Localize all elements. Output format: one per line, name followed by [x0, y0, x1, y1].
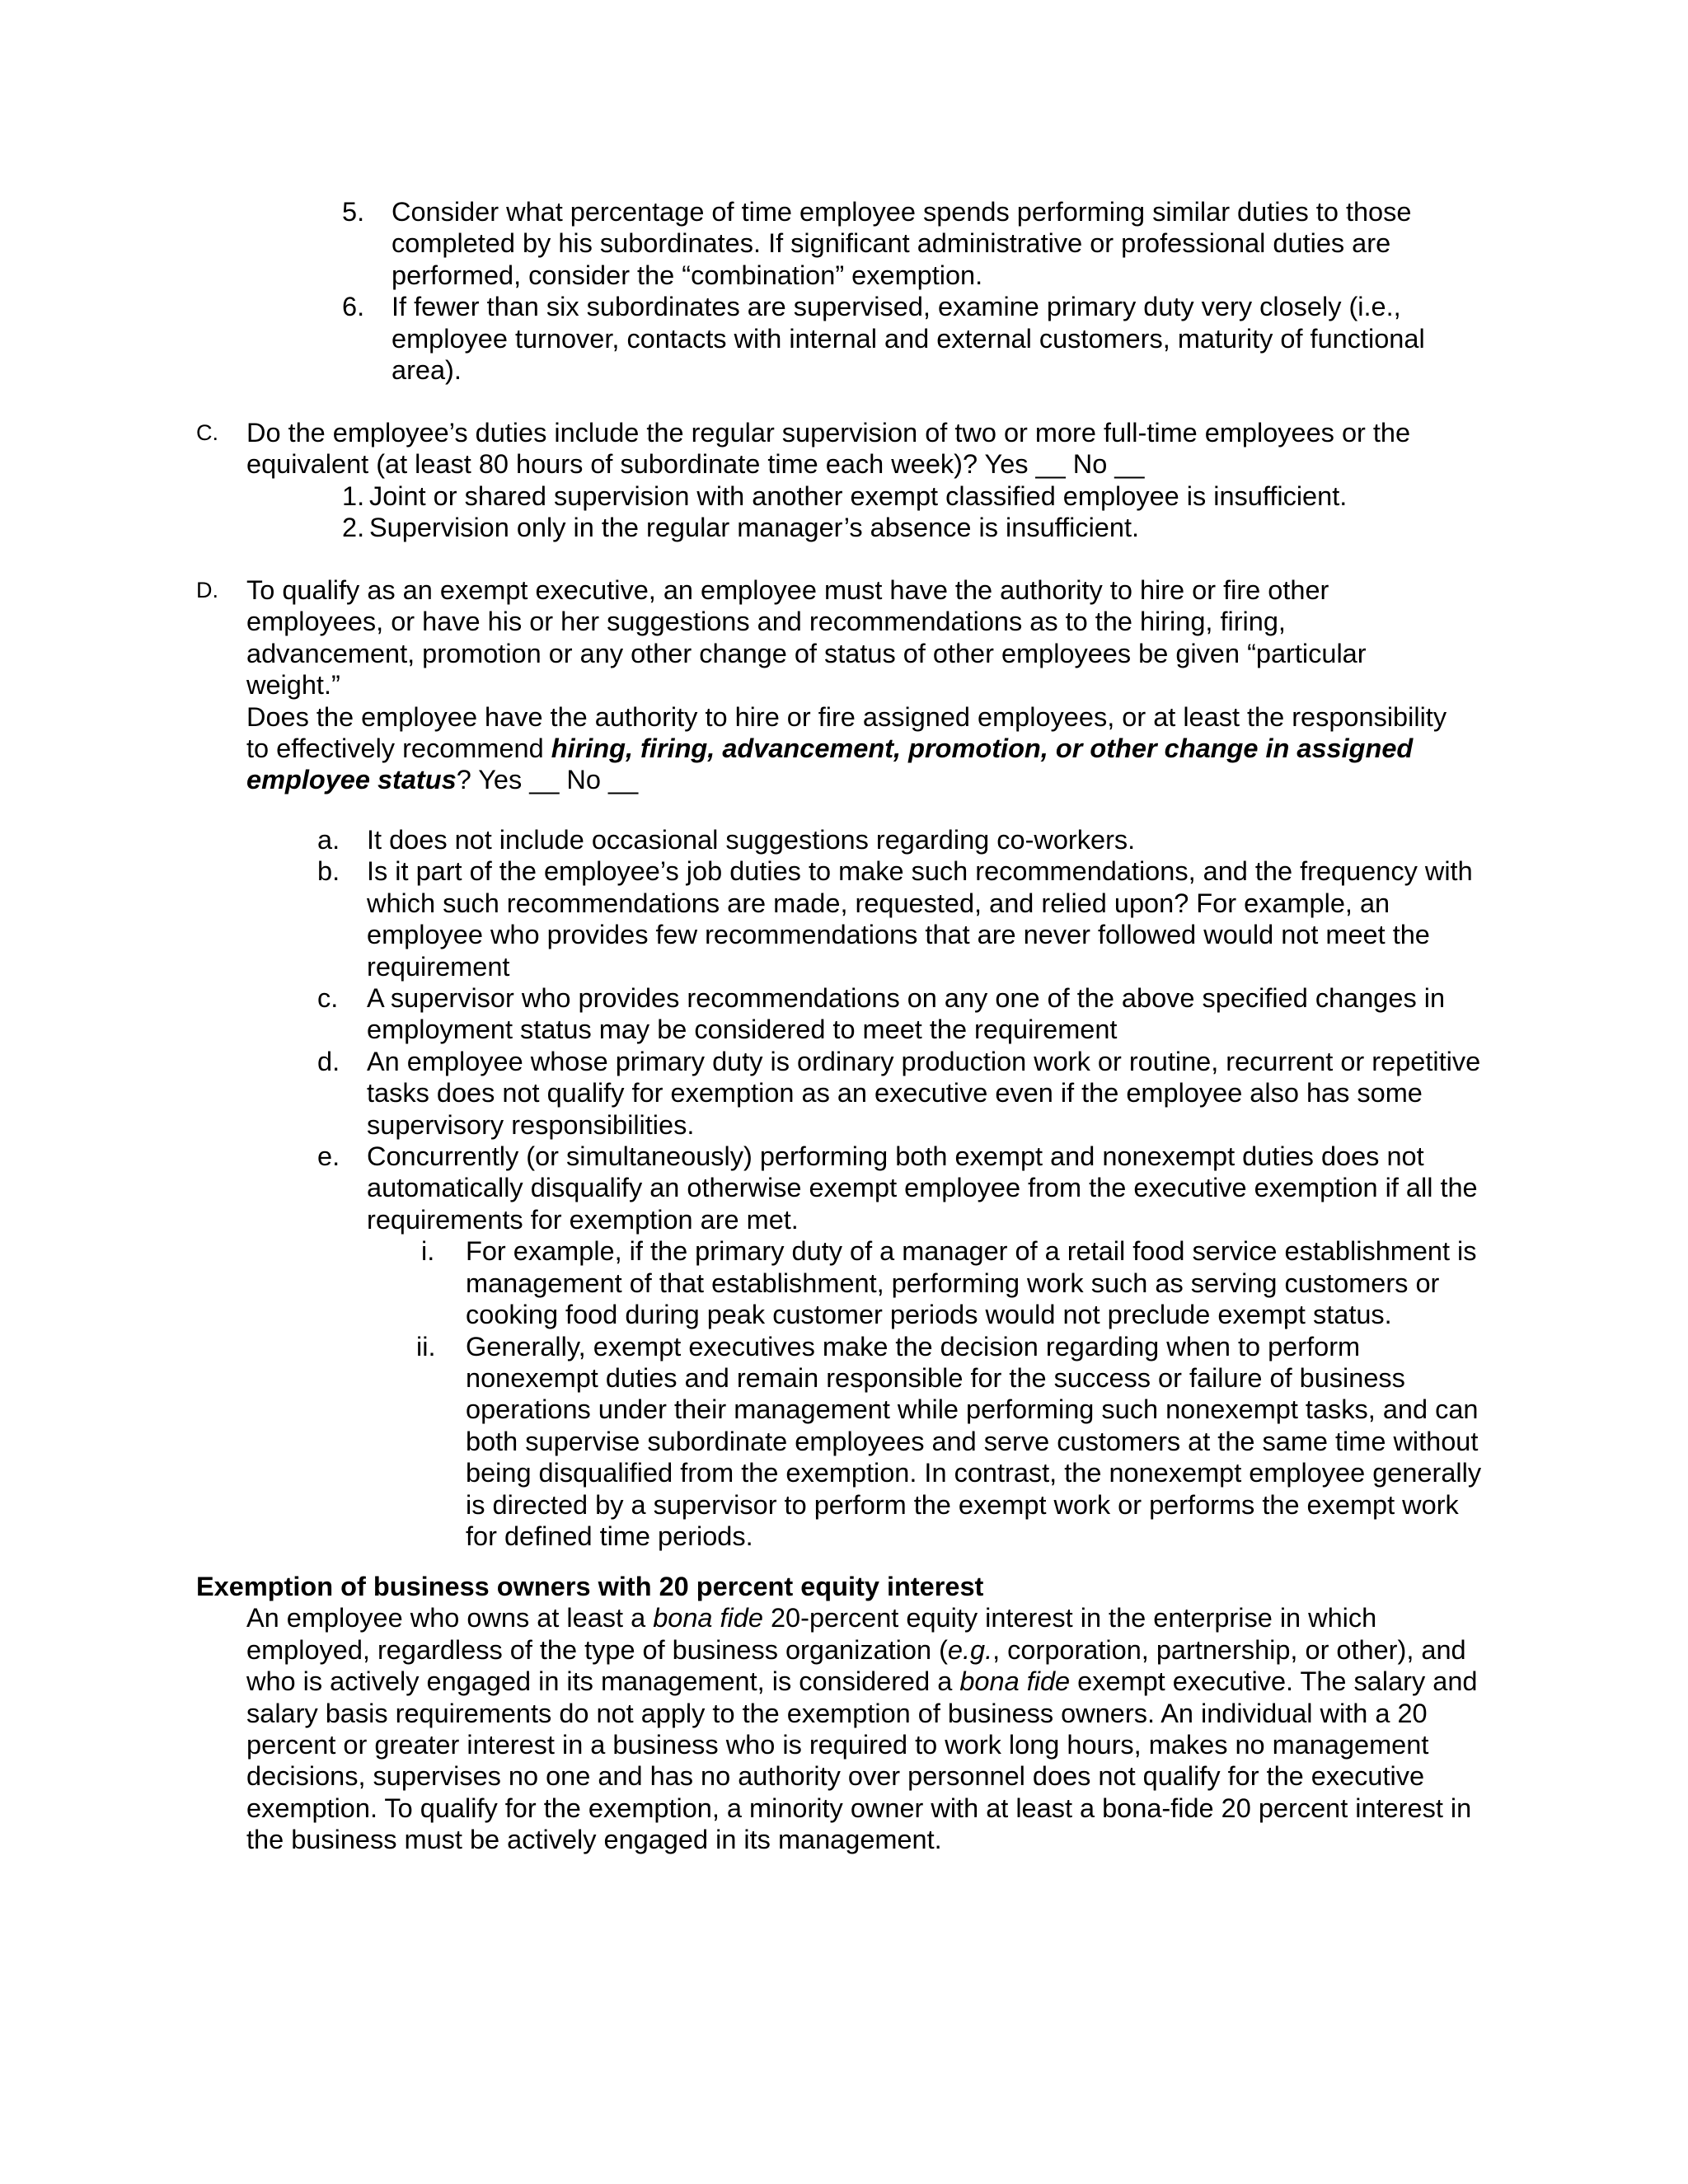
- section-heading: Exemption of business owners with 20 percent equity interest: [196, 1572, 984, 1601]
- text-run-italic: bona fide: [959, 1666, 1071, 1697]
- text-run: exempt executive. The salary and salary basis requirements do not apply to the exemption of business owners. An individual with a 20 percent or greater interest in a business who is required to work long hours, makes no management decisions, supervises no one and has no authority over personnel does not qualify for the executive exemption. To qualify for the exemption, a minority owner with at least a bona-fide 20 percent interest in the business must be actively engaged in its management.: [246, 1666, 1478, 1855]
- list-letter: b.: [317, 856, 340, 887]
- list-item-text: Consider what percentage of time employee spends performing similar duties to those completed by his subordinates. If significant administrative or professional duties are performed, consider the “combination” exemption.: [392, 197, 1412, 290]
- list-numeral: i.: [421, 1236, 435, 1267]
- text-run: An employee who owns at least a: [246, 1603, 654, 1633]
- section-c: [196, 417, 1482, 544]
- section-c-question-row: [196, 417, 1482, 480]
- section-d-letter: D.: [196, 578, 218, 602]
- list-numeral: ii.: [416, 1331, 436, 1361]
- list-item-text: A supervisor who provides recommendations on any one of the above specified changes in employment status may be considered to meet the requirement: [367, 983, 1446, 1045]
- list-item-text: An employee whose primary duty is ordinary production work or routine, recurrent or repetitive tasks does not qualify for exemption as an executive even if the employee also has some supervisory responsibilities.: [367, 1046, 1481, 1140]
- roman-sublist: [317, 1235, 1492, 1552]
- list-number: 2.: [342, 513, 365, 543]
- text-run: , corporation, partnership, or other), and who is actively engaged in its management, is considered a: [246, 1634, 1466, 1697]
- list-item: [317, 1046, 1492, 1141]
- list-item: [342, 291, 1455, 386]
- list-item-text: It does not include occasional suggestions regarding co-workers.: [367, 825, 1136, 855]
- section-d-question: [246, 701, 1475, 796]
- list-item: [317, 824, 1492, 855]
- owners-paragraph: [196, 1602, 1479, 1855]
- list-item: [416, 1331, 1492, 1553]
- text-run-italic: e.g.: [947, 1634, 993, 1665]
- section-d-lettered-list: [317, 824, 1492, 1552]
- question-text: Does the employee have the authority to hire or fire assigned employees, or at least the responsibility to effectively recommend: [246, 701, 1447, 764]
- text-run-italic: bona fide: [653, 1603, 763, 1633]
- question-emphasis: hiring, firing, advancement, promotion, or other change in assigned employee status: [246, 733, 1414, 795]
- section-d-intro-row: [196, 574, 1482, 796]
- list-item-text: Concurrently (or simultaneously) performing both exempt and nonexempt duties does not automatically disqualify an otherwise exempt employee from the executive exemption if all the requirements for exemption are met.: [367, 1141, 1478, 1235]
- list-item: [416, 1235, 1492, 1330]
- list-letter: a.: [317, 825, 340, 855]
- list-item: [342, 480, 1482, 512]
- list-item-text: For example, if the primary duty of a manager of a retail food service establishment is management of that establishment, performing work such as serving customers or cooking food during peak customer periods would not preclude exempt status.: [466, 1236, 1477, 1330]
- list-item: [317, 1141, 1492, 1235]
- list-letter: d.: [317, 1046, 340, 1076]
- question-answer-blanks: ? Yes __ No __: [456, 765, 639, 795]
- list-item-text: If fewer than six subordinates are supervised, examine primary duty very closely (i.e., employee turnover, contacts with internal and external customers, maturity of functional area).: [392, 292, 1425, 386]
- list-number: 6.: [342, 292, 365, 322]
- list-item-text: Is it part of the employee’s job duties to make such recommendations, and the frequency with which such recommendations are made, requested, and relied upon? For example, an employee who provides few recommendations that are never followed would not meet the requirement: [367, 856, 1473, 982]
- section-c-question: Do the employee’s duties include the regular supervision of two or more full-time employees or the equivalent (at least 80 hours of subordinate time each week)? Yes __ No __: [246, 418, 1411, 480]
- list-item: [317, 855, 1492, 982]
- section-c-letter: C.: [196, 420, 218, 445]
- section-c-sublist: [196, 480, 1482, 544]
- list-letter: e.: [317, 1141, 340, 1172]
- section-d: [196, 574, 1482, 796]
- list-number: 1.: [342, 480, 365, 511]
- list-letter: c.: [317, 983, 339, 1014]
- list-item-text: Generally, exempt executives make the decision regarding when to perform nonexempt duties and remain responsible for the success or failure of business operations under their management while performing such nonexempt tasks, and can both supervise subordinate employees and serve customers at the same time without being disqualified from the exemption. In contrast, the nonexempt employee generally is directed by a supervisor to perform the exempt work or performs the exempt work for defined time periods.: [466, 1331, 1482, 1551]
- list-item-text: Supervision only in the regular manager’s absence is insufficient.: [369, 513, 1140, 543]
- list-item-text: Joint or shared supervision with another exempt classified employee is insufficient.: [369, 480, 1348, 511]
- section-d-intro: To qualify as an exempt executive, an employee must have the authority to hire or fire other employees, or have his or her suggestions and recommendations as to the hiring, firing, advancement, promotion or any other change of status of other employees be given “particular weight.”: [246, 575, 1367, 701]
- text-run: 20-percent equity interest in the enterprise in which employed, regardless of the type of business organization (: [246, 1603, 1377, 1665]
- list-number: 5.: [342, 197, 365, 227]
- list-item: [342, 512, 1482, 543]
- list-item: [342, 196, 1455, 291]
- list-item: [317, 982, 1492, 1046]
- owners-section: [196, 1571, 1482, 1856]
- numbered-list-top: [342, 196, 1455, 386]
